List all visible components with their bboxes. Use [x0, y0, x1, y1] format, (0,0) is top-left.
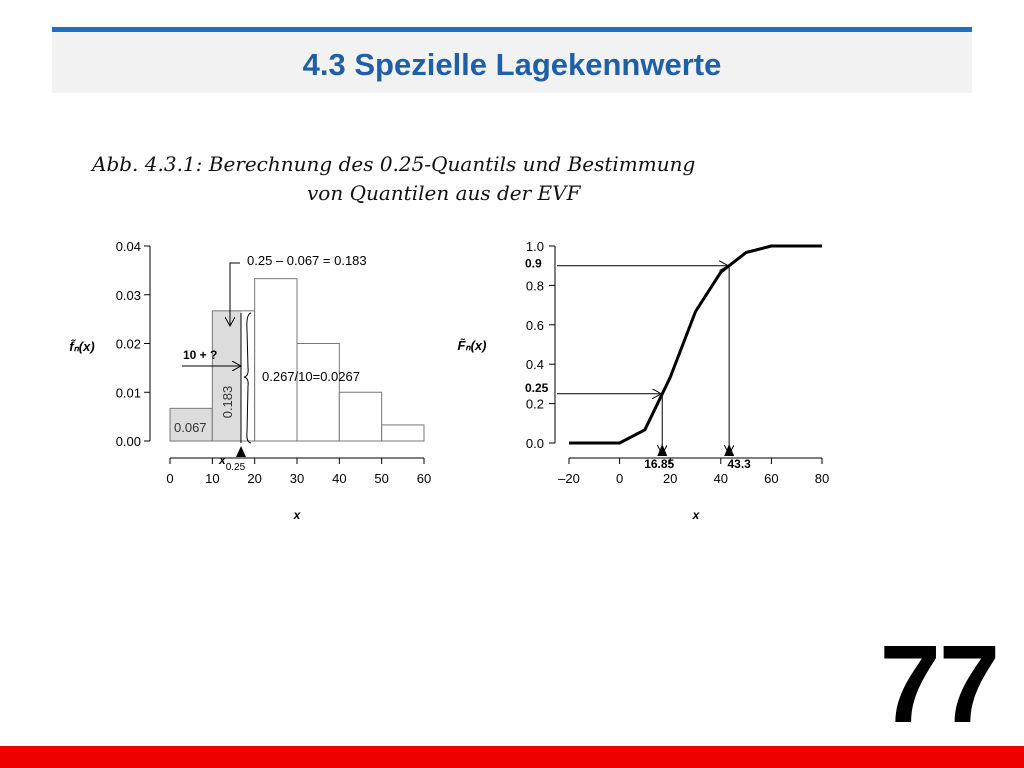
histogram-ytick-label: 0.01 — [115, 385, 141, 401]
histogram-ytick-label: 0.03 — [115, 287, 141, 303]
quantile-marker-icon — [236, 446, 246, 457]
evf-y-axis — [526, 239, 555, 451]
evf-xtick-label: 20 — [662, 471, 678, 486]
evf-xtick-label: –20 — [558, 471, 580, 486]
evf-ytick-label: 0.4 — [525, 357, 544, 373]
evf-quantile-marker-icon-0 — [657, 444, 667, 456]
histogram-ytick-label: 0.02 — [115, 336, 141, 352]
histogram-ytick-label: 0.00 — [115, 434, 141, 449]
evf-ylabel: F̃ₙ(x) — [457, 338, 487, 353]
annotation-area-second-bin: 0.183 — [220, 385, 235, 419]
histogram-xtick-label: 20 — [247, 471, 262, 486]
evf-ytick-label: 0.8 — [525, 278, 544, 294]
histogram-xtick-label: 0 — [166, 471, 174, 486]
histogram-bar-5 — [382, 425, 424, 441]
caption-line-1: Abb. 4.3.1: Berechnung des 0.25-Quantils und Bestimmung — [92, 152, 696, 176]
evf-quantile-x-label-0: 16.85 — [644, 457, 675, 471]
histogram-ytick-label: 0.04 — [115, 239, 141, 254]
quantile-label-main: x — [219, 453, 226, 467]
evf-ytick-label: 0.0 — [525, 436, 544, 451]
caption-line-2: von Quantilen aus der EVF — [307, 181, 581, 205]
evf-quantile-p-label-1: 0.9 — [525, 256, 542, 271]
histogram-xtick-label: 10 — [205, 471, 220, 486]
evf-xtick-label: 40 — [713, 471, 729, 486]
histogram-bar-4 — [339, 392, 381, 441]
evf-quantile-marker-icon-1 — [724, 444, 734, 456]
histogram-x-axis — [166, 458, 431, 486]
histogram-xtick-label: 30 — [289, 471, 305, 486]
evf-chart — [457, 239, 829, 522]
quantile-label-sub: 0.25 — [225, 462, 246, 473]
evf-xlabel: x — [692, 508, 700, 522]
annotation-difference: 0.25 – 0.067 = 0.183 — [247, 253, 367, 268]
evf-xtick-label: 0 — [615, 471, 624, 486]
annotation-ten-plus: 10 + ? — [183, 348, 218, 362]
page-number: 77 — [879, 623, 998, 746]
histogram-xtick-label: 50 — [374, 471, 389, 486]
evf-xtick-label: 80 — [814, 471, 830, 486]
histogram-bar-2 — [255, 279, 297, 441]
histogram-bar-shaded-part — [212, 311, 241, 441]
evf-x-axis — [558, 458, 829, 486]
histogram-chart — [69, 239, 431, 522]
evf-ytick-label: 0.2 — [525, 396, 544, 412]
annotation-area-first-bin: 0.067 — [174, 420, 207, 435]
evf-quantile-x-label-1: 43.3 — [727, 457, 751, 471]
histogram-xtick-label: 40 — [332, 471, 347, 486]
annotation-density-calc: 0.267/10=0.0267 — [262, 369, 360, 384]
histogram-xlabel: x — [293, 508, 301, 522]
brace-density — [244, 313, 251, 443]
evf-ytick-label: 0.6 — [525, 317, 544, 333]
evf-quantile-guides — [525, 257, 751, 471]
evf-quantile-p-label-0: 0.25 — [525, 380, 549, 395]
histogram-xtick-label: 60 — [416, 471, 432, 486]
evf-line — [569, 246, 822, 443]
footer-bar — [0, 746, 1024, 768]
page-title: 4.3 Spezielle Lagekennwerte — [302, 47, 722, 82]
histogram-y-axis — [116, 239, 150, 449]
evf-xtick-label: 60 — [764, 471, 779, 486]
histogram-bar-3 — [297, 344, 339, 442]
histogram-ylabel: f̃ₙ(x) — [69, 339, 95, 354]
evf-ytick-label: 1.0 — [525, 239, 544, 254]
